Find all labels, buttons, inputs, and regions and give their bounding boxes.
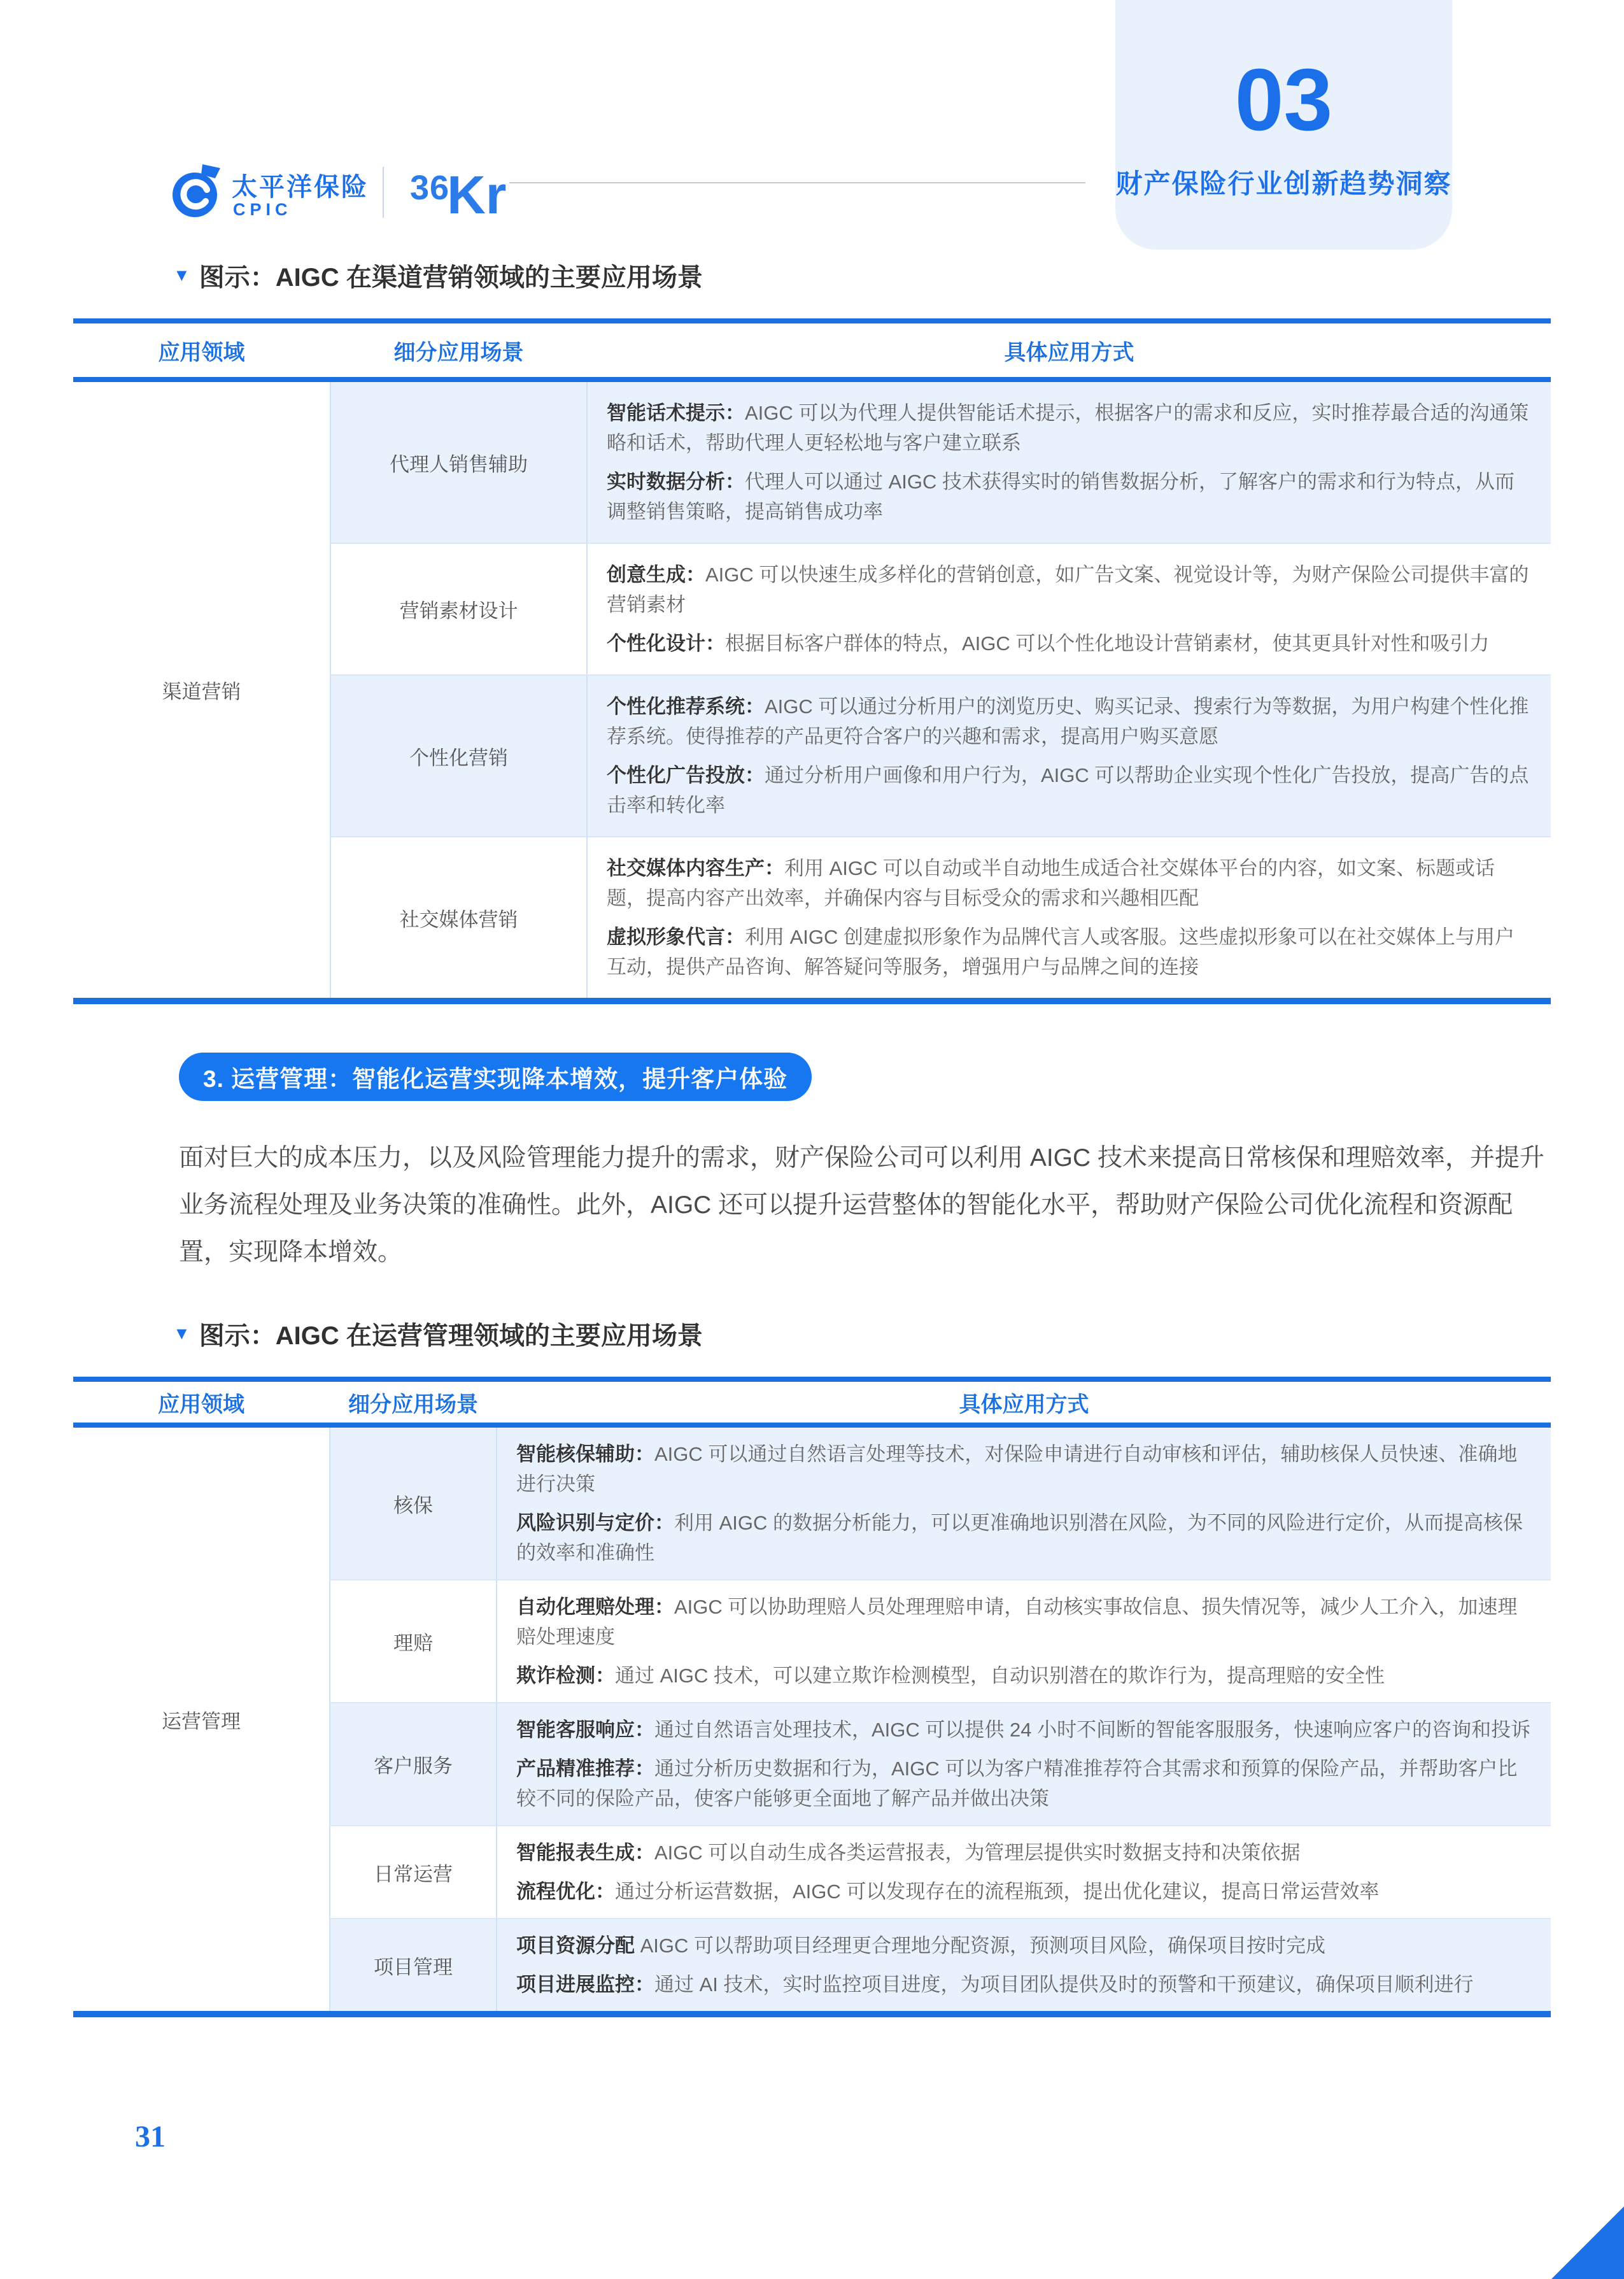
chapter-title: 财产保险行业创新趋势洞察 xyxy=(1115,169,1452,199)
column-header: 细分应用场景 xyxy=(393,340,524,365)
chapter-number: 03 xyxy=(1234,51,1333,149)
figure1-title: ▼ 图示：AIGC 在渠道营销领域的主要应用场景 xyxy=(173,264,703,292)
cpic-brand-name: 太平洋保险 xyxy=(232,173,369,201)
scene-cell: 客户服务 xyxy=(329,1702,497,1825)
scene-cell: 代理人销售辅助 xyxy=(330,382,588,543)
detail-item: 欺诈检测：通过 AIGC 技术，可以建立欺诈检测模型，自动识别潜在的欺诈行为，提高理赔的安全性 xyxy=(516,1665,1385,1687)
column-header: 应用领域 xyxy=(158,1392,244,1417)
detail-item: 项目资源分配 AIGC 可以帮助项目经理更合理地分配资源，预测项目风险，确保项目按时完成 xyxy=(516,1935,1326,1957)
cpic-logo-icon xyxy=(169,163,223,222)
figure1-table xyxy=(73,318,1551,1004)
column-header: 具体应用方式 xyxy=(959,1392,1089,1417)
detail-item: 创意生成：AIGC 可以快速生成多样化的营销创意，如广告文案、视觉设计等，为财产保险公司提供丰富的营销素材 xyxy=(607,564,1529,616)
section-paragraph: 面对巨大的成本压力，以及风险管理能力提升的需求，财产保险公司可以利用 AIGC 技术来提高日常核保和理赔效率，并提升业务流程处理及业务决策的准确性。此外，AIGC 还可以提升运营整体的智能化水平，帮助财产保险公司优化流程和资源配置，实现降本增效。 xyxy=(179,1144,1545,1266)
figure1-table-body xyxy=(73,382,1551,998)
scene-cell: 日常运营 xyxy=(329,1825,497,1918)
column-header: 应用领域 xyxy=(158,340,245,365)
detail-item: 风险识别与定价：利用 AIGC 的数据分析能力，可以更准确地识别潜在风险，为不同的风险进行定价，从而提高核保的效率和准确性 xyxy=(516,1512,1523,1564)
domain-cell: 渠道营销 xyxy=(73,382,330,998)
detail-item: 智能核保辅助：AIGC 可以通过自然语言处理等技术，对保险申请进行自动审核和评估，辅助核保人员快速、准确地进行决策 xyxy=(516,1443,1518,1495)
detail-cell xyxy=(588,836,1551,998)
domain-cell: 运营管理 xyxy=(73,1428,329,2011)
detail-cell xyxy=(588,543,1551,674)
detail-cell xyxy=(588,382,1551,543)
figure1-table-header xyxy=(73,323,1551,382)
detail-item: 实时数据分析：代理人可以通过 AIGC 技术获得实时的销售数据分析，了解客户的需求和行为特点，从而调整销售策略，提高销售成功率 xyxy=(607,471,1515,523)
detail-item: 项目进展监控：通过 AI 技术，实时监控项目进度，为项目团队提供及时的预警和干预建议，确保项目顺利进行 xyxy=(516,1973,1474,1996)
scene-cell: 个性化营销 xyxy=(330,674,588,836)
header-rule xyxy=(509,182,1085,183)
detail-item: 虚拟形象代言：利用 AIGC 创建虚拟形象作为品牌代言人或客服。这些虚拟形象可以在社交媒体上与用户互动，提供产品咨询、解答疑问等服务，增强用户与品牌之间的连接 xyxy=(607,926,1515,978)
detail-cell xyxy=(497,1918,1551,2011)
detail-item: 个性化推荐系统：AIGC 可以通过分析用户的浏览历史、购买记录、搜索行为等数据，为用户构建个性化推荐系统。使得推荐的产品更符合客户的兴趣和需求，提高用户购买意愿 xyxy=(607,695,1529,748)
detail-cell xyxy=(497,1428,1551,1579)
detail-item: 自动化理赔处理：AIGC 可以协助理赔人员处理理赔申请，自动核实事故信息、损失情况等，减少人工介入，加速理赔处理速度 xyxy=(516,1596,1518,1648)
figure2-table-header xyxy=(73,1382,1551,1428)
column-header: 具体应用方式 xyxy=(1004,340,1134,365)
detail-item: 个性化广告投放：通过分析用户画像和用户行为，AIGC 可以帮助企业实现个性化广告投放，提高广告的点击率和转化率 xyxy=(607,764,1529,816)
scene-cell: 项目管理 xyxy=(329,1918,497,2011)
scene-cell: 社交媒体营销 xyxy=(330,836,588,998)
cpic-brand-abbr: CPIC xyxy=(233,200,292,219)
detail-cell xyxy=(497,1702,1551,1825)
36kr-logo-icon: 36Kr xyxy=(410,165,507,225)
detail-item: 智能话术提示：AIGC 可以为代理人提供智能话术提示，根据客户的需求和反应，实时推荐最合适的沟通策略和话术，帮助代理人更轻松地与客户建立联系 xyxy=(607,402,1529,454)
detail-item: 智能客服响应：通过自然语言处理技术，AIGC 可以提供 24 小时不间断的智能客服服务，快速响应客户的咨询和投诉 xyxy=(516,1719,1531,1741)
detail-item: 智能报表生成：AIGC 可以自动生成各类运营报表，为管理层提供实时数据支持和决策依据 xyxy=(516,1842,1301,1864)
detail-item: 个性化设计：根据目标客户群体的特点，AIGC 可以个性化地设计营销素材，使其更具针对性和吸引力 xyxy=(607,632,1490,655)
scene-cell: 营销素材设计 xyxy=(330,543,588,674)
column-header: 细分应用场景 xyxy=(348,1392,478,1417)
figure2-table xyxy=(73,1377,1551,2017)
scene-cell: 理赔 xyxy=(329,1579,497,1702)
section-heading: 3. 运营管理：智能化运营实现降本增效，提升客户体验 xyxy=(179,1053,812,1101)
detail-cell xyxy=(497,1825,1551,1918)
page-number: 31 xyxy=(135,2120,166,2154)
corner-triangle-decoration xyxy=(1551,2206,1624,2279)
figure2-table-body xyxy=(73,1428,1551,2011)
detail-item: 产品精准推荐：通过分析历史数据和行为，AIGC 可以为客户精准推荐符合其需求和预算的保险产品，并帮助客户比较不同的保险产品，使客户能够更全面地了解产品并做出决策 xyxy=(516,1757,1518,1810)
figure2-title: ▼ 图示：AIGC 在运营管理领域的主要应用场景 xyxy=(173,1322,703,1350)
triangle-marker-icon: ▼ xyxy=(173,266,190,285)
detail-item: 流程优化：通过分析运营数据，AIGC 可以发现存在的流程瓶颈，提出优化建议，提高日常运营效率 xyxy=(516,1880,1380,1903)
detail-cell xyxy=(497,1579,1551,1702)
scene-cell: 核保 xyxy=(329,1428,497,1579)
detail-cell xyxy=(588,674,1551,836)
brand-divider xyxy=(383,167,384,218)
triangle-marker-icon: ▼ xyxy=(173,1324,190,1343)
chapter-block xyxy=(1115,0,1452,250)
detail-item: 社交媒体内容生产：利用 AIGC 可以自动或半自动地生成适合社交媒体平台的内容，如文案、标题或话题，提高内容产出效率，并确保内容与目标受众的需求和兴趣相匹配 xyxy=(607,857,1495,909)
